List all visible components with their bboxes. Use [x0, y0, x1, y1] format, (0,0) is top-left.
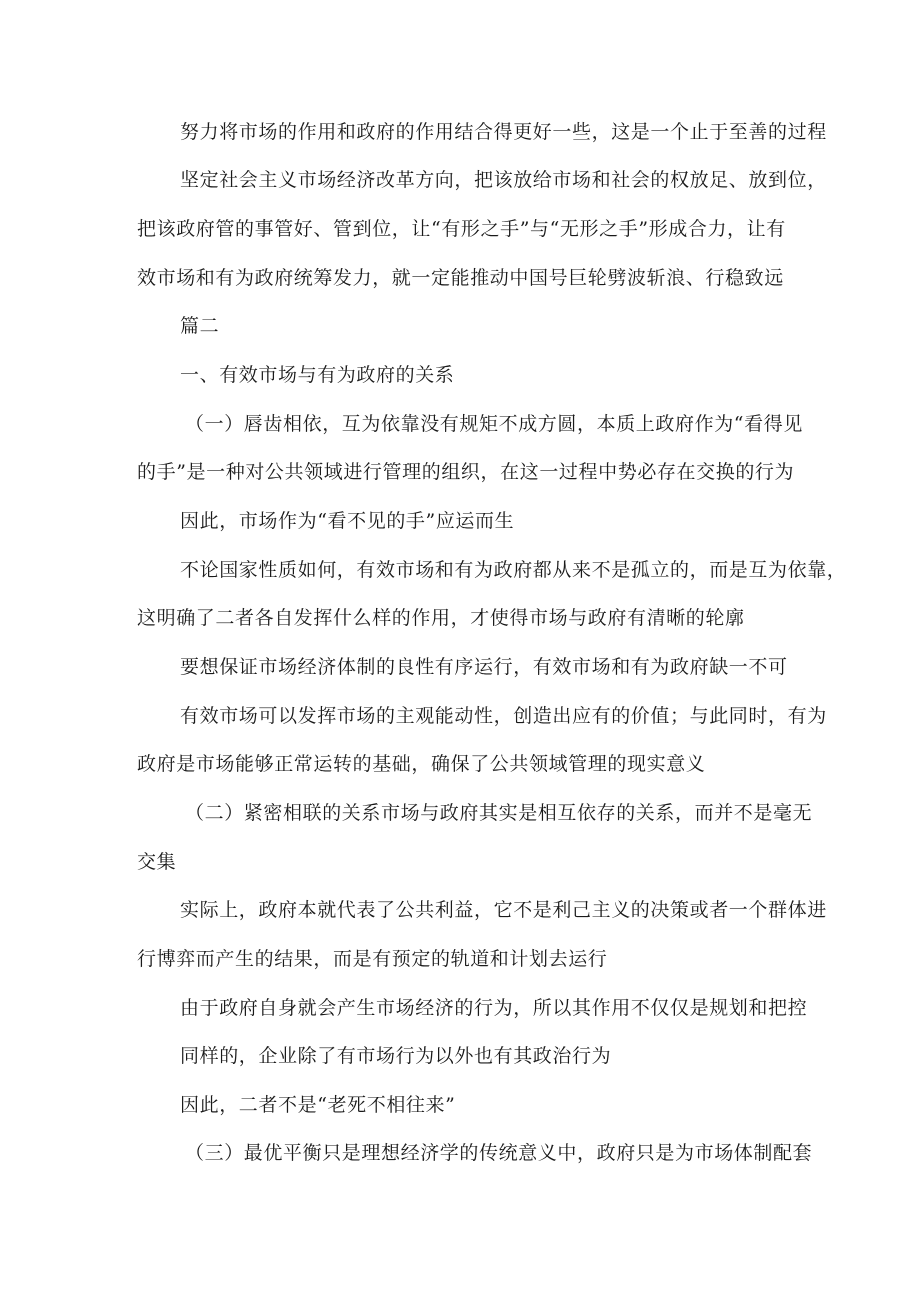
- paragraph-line: 实际上，政府本就代表了公共利益，它不是利己主义的决策或者一个群体进: [180, 899, 827, 921]
- paragraph-line: 把该政府管的事管好、管到位，让“有形之手”与“无形之手”形成合力，让有: [137, 218, 786, 240]
- paragraph-line: 坚定社会主义市场经济改革方向，把该放给市场和社会的权放足、放到位，: [180, 169, 827, 191]
- paragraph-line: 政府是市场能够正常运转的基础，确保了公共领域管理的现实意义: [137, 753, 706, 775]
- paragraph-line: 要想保证市场经济体制的良性有序运行，有效市场和有为政府缺一不可: [180, 656, 788, 678]
- subsection-heading: 一、有效市场与有为政府的关系: [180, 364, 455, 386]
- paragraph-line: （一）唇齿相依，互为依靠没有规矩不成方圆，本质上政府作为“看得见: [185, 413, 803, 435]
- paragraph-line: 努力将市场的作用和政府的作用结合得更好一些，这是一个止于至善的过程: [180, 121, 827, 143]
- paragraph-line: 因此，二者不是“老死不相往来”: [180, 1094, 456, 1116]
- paragraph-line: 交集: [137, 851, 177, 873]
- paragraph-line: 因此，市场作为“看不见的手”应运而生: [180, 510, 515, 532]
- paragraph-line: 行博弈而产生的结果，而是有预定的轨道和计划去运行: [137, 948, 608, 970]
- paragraph-line: 的手”是一种对公共领域进行管理的组织，在这一过程中势必存在交换的行为: [137, 461, 795, 483]
- paragraph-line: 有效市场可以发挥市场的主观能动性，创造出应有的价值；与此同时，有为: [180, 705, 827, 727]
- paragraph-line: （三）最优平衡只是理想经济学的传统意义中，政府只是为市场体制配套: [185, 1142, 813, 1164]
- paragraph-line: 效市场和有为政府统筹发力，就一定能推动中国号巨轮劈波斩浪、行稳致远: [137, 267, 784, 289]
- paragraph-line: 同样的，企业除了有市场行为以外也有其政治行为: [180, 1045, 612, 1067]
- paragraph-line: 由于政府自身就会产生市场经济的行为，所以其作用不仅仅是规划和把控: [180, 997, 808, 1019]
- paragraph-line: 不论国家性质如何，有效市场和有为政府都从来不是孤立的，而是互为依靠，: [180, 559, 847, 581]
- paragraph-line: （二）紧密相联的关系市场与政府其实是相互依存的关系，而并不是毫无: [185, 802, 813, 824]
- section-heading: 篇二: [180, 315, 220, 337]
- paragraph-line: 这明确了二者各自发挥什么样的作用，才使得市场与政府有清晰的轮廓: [137, 607, 745, 629]
